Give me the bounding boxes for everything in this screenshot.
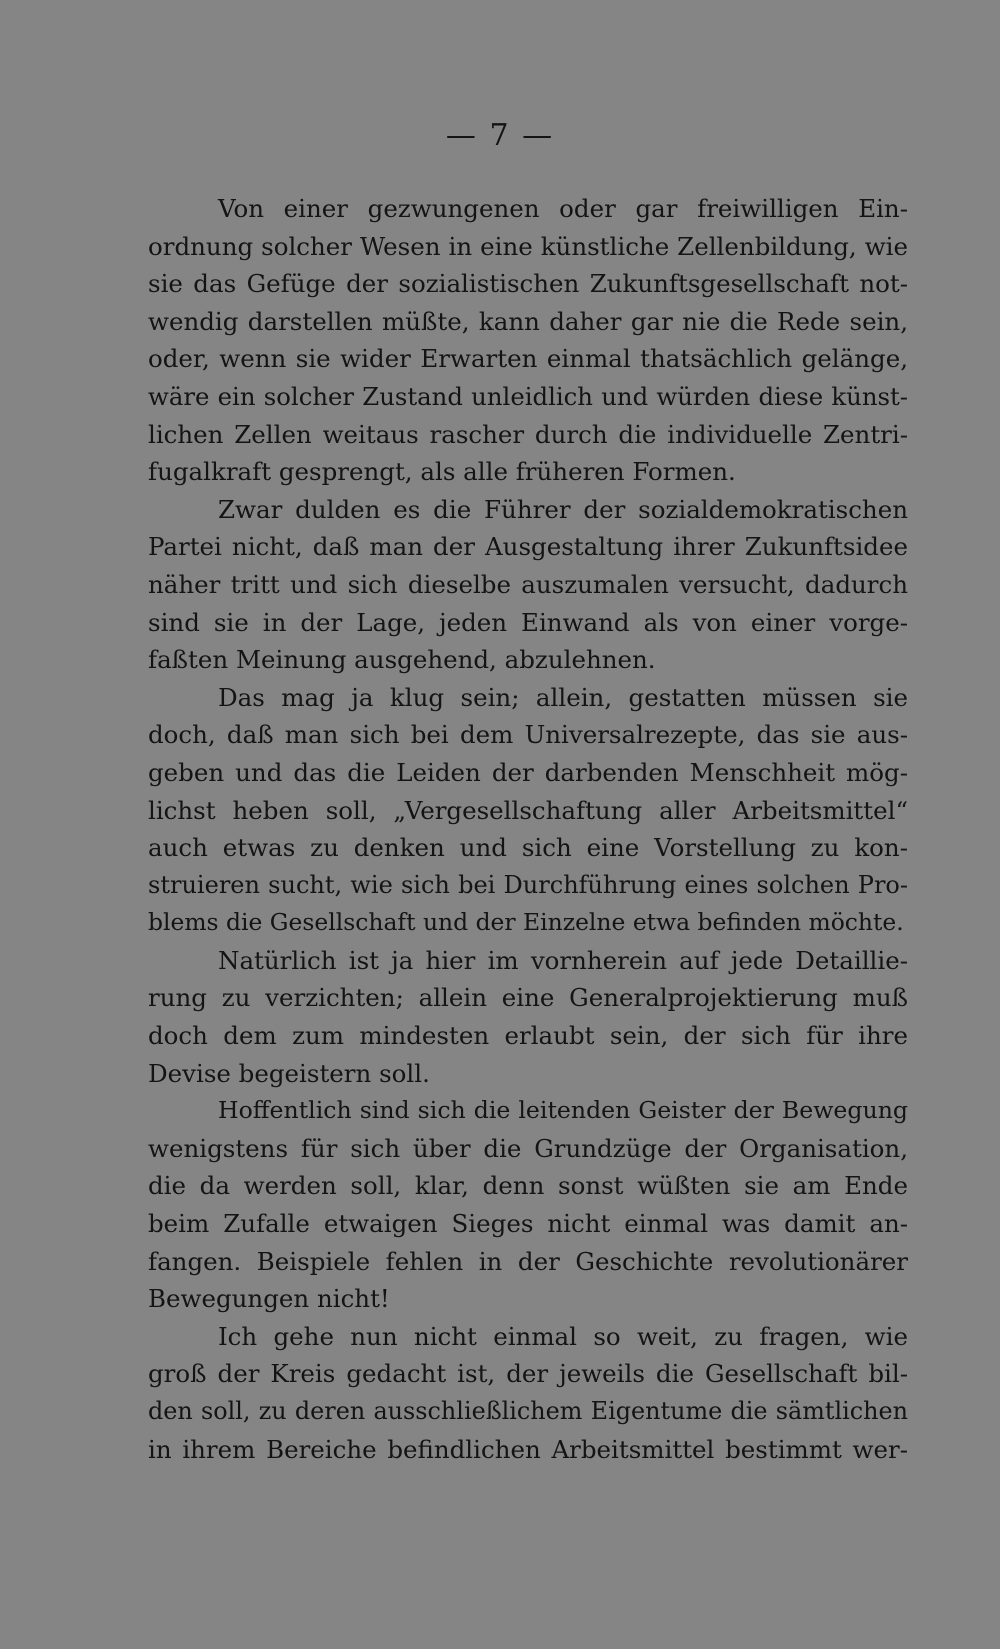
text-line: fugalkraft gesprengt, als alle früheren Formen. <box>148 457 736 487</box>
text-line: wendig darstellen müßte, kann daher gar nie die Rede sein, <box>148 306 908 336</box>
text-line: Das mag ja klug sein; allein, gestatten müssen sie <box>218 682 908 712</box>
text-line: Zwar dulden es die Führer der sozialdemokratischen <box>218 494 908 524</box>
text-line: Partei nicht, daß man der Ausgestaltung ihrer Zukunftsidee <box>148 532 908 562</box>
page-number: — 7 — <box>445 118 555 153</box>
text-line: Devise begeistern soll. <box>148 1058 430 1088</box>
text-line: doch, daß man sich bei dem Universalrezepte, das sie aus- <box>148 720 908 750</box>
text-line: wenigstens für sich über die Grundzüge der Organisation, <box>148 1133 908 1163</box>
text-line: den soll, zu deren ausschließlichem Eigentume die sämtlichen <box>148 1397 908 1425</box>
text-line: struieren sucht, wie sich bei Durchführung eines solchen Pro- <box>148 870 908 899</box>
text-line: näher tritt und sich dieselbe auszumalen versucht, dadurch <box>148 569 908 599</box>
text-line: doch dem zum mindesten erlaubt sein, der sich für ihre <box>148 1021 908 1051</box>
text-line: in ihrem Bereiche befindlichen Arbeitsmittel bestimmt wer- <box>148 1434 908 1464</box>
text-line: geben und das die Leiden der darbenden Menschheit mög- <box>148 757 908 787</box>
text-line: ordnung solcher Wesen in eine künstliche Zellenbildung, wie <box>148 231 908 261</box>
text-line: Ich gehe nun nicht einmal so weit, zu fragen, wie <box>218 1321 908 1351</box>
text-line: oder, wenn sie wider Erwarten einmal thatsächlich gelänge, <box>148 344 908 374</box>
text-line: sind sie in der Lage, jeden Einwand als von einer vorge- <box>148 607 908 637</box>
text-line: die da werden soll, klar, denn sonst wüßten sie am Ende <box>148 1171 908 1201</box>
text-line: groß der Kreis gedacht ist, der jeweils die Gesellschaft bil- <box>148 1359 908 1389</box>
text-line: wäre ein solcher Zustand unleidlich und würden diese künst- <box>148 381 908 411</box>
text-line: blems die Gesellschaft und der Einzelne etwa befinden möchte. <box>148 908 904 937</box>
body-text <box>148 190 908 1468</box>
text-line: sie das Gefüge der sozialistischen Zukunftsgesellschaft not- <box>148 269 908 299</box>
text-line: lichst heben soll, „Vergesellschaftung aller Arbeitsmittel“ <box>148 795 908 825</box>
text-line: beim Zufalle etwaigen Sieges nicht einmal was damit an- <box>148 1209 908 1239</box>
text-line: Bewegungen nicht! <box>148 1284 390 1314</box>
text-line: fangen. Beispiele fehlen in der Geschichte revolutionärer <box>148 1246 908 1276</box>
text-line: faßten Meinung ausgehend, abzulehnen. <box>148 645 656 675</box>
text-line: Hoffentlich sind sich die leitenden Geister der Bewegung <box>218 1096 908 1125</box>
text-line: rung zu verzichten; allein eine Generalprojektierung muß <box>148 983 908 1013</box>
text-line: auch etwas zu denken und sich eine Vorstellung zu kon- <box>148 833 908 863</box>
text-line: lichen Zellen weitaus rascher durch die individuelle Zentri- <box>148 419 908 449</box>
text-line: Natürlich ist ja hier im vornherein auf jede Detaillie- <box>218 945 908 975</box>
text-line: Von einer gezwungenen oder gar freiwilligen Ein- <box>218 194 908 223</box>
